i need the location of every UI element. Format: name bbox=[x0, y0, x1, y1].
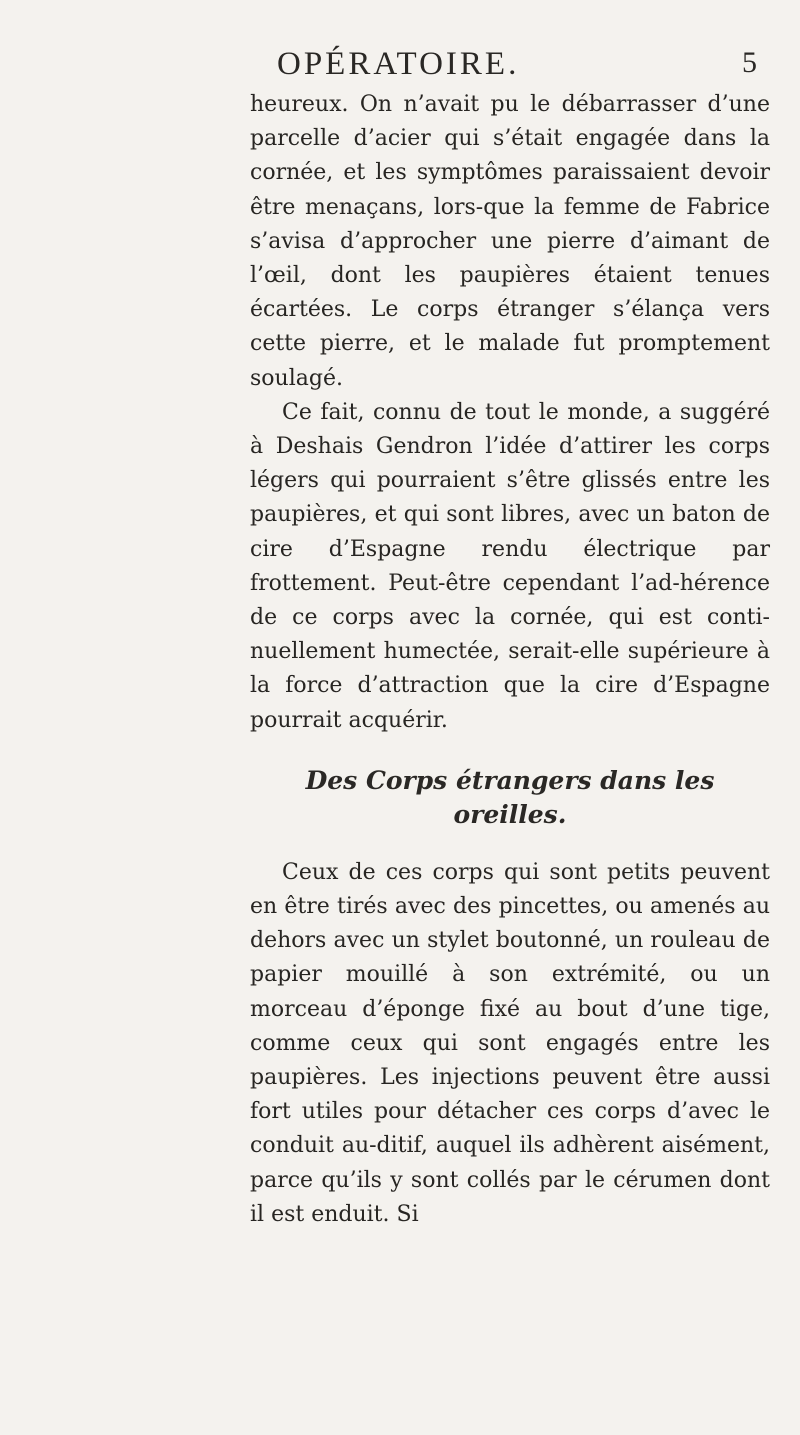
paragraph-continuation: heureux. On n’avait pu le débarrasser d’une parcelle d’acier qui s’était engagée dans la cornée, et les symptômes paraissaient devoir être menaçans, lors-que la femme de Fabrice s’avisa d’approcher une pierre d’aimant de l’œil, dont les paupières étaient tenues écartées. Le corps étranger s’élança vers cette pierre, et le malade fut promptement soulagé. bbox=[250, 92, 770, 391]
body-text bbox=[250, 88, 770, 1232]
running-header bbox=[0, 40, 800, 90]
section-heading: Des Corps étrangers dans les oreilles. bbox=[305, 765, 715, 829]
paragraph-ears: Ceux de ces corps qui sont petits peuvent en être tirés avec des pincettes, ou amenés au dehors avec un stylet boutonné, un rouleau de papier mouillé à son extrémité, ou un morceau d’éponge fixé au bout d’une tige, comme ceux qui sont engagés entre les paupières. Les injections peuvent être aussi fort utiles pour détacher ces corps d’avec le conduit au-ditif, auquel ils adhèrent aisément, parce qu’ils y sont collés par le cérumen dont il est enduit. Si bbox=[250, 859, 770, 1227]
running-title: OPÉRATOIRE. bbox=[277, 46, 520, 82]
page-number: 5 bbox=[742, 46, 757, 79]
paragraph-gendron: Ce fait, connu de tout le monde, a suggéré à Deshais Gendron l’idée d’attirer les corps légers qui pourraient s’être glissés entre les paupières, et qui sont libres, avec un baton de cire d’Espagne rendu électrique par frottement. Peut-être cependant l’ad-hérence de ce corps avec la cornée, qui est conti-nuellement humectée, serait-elle supérieure à la force d’attraction que la cire d’Espagne pourrait acquérir. bbox=[250, 399, 770, 733]
